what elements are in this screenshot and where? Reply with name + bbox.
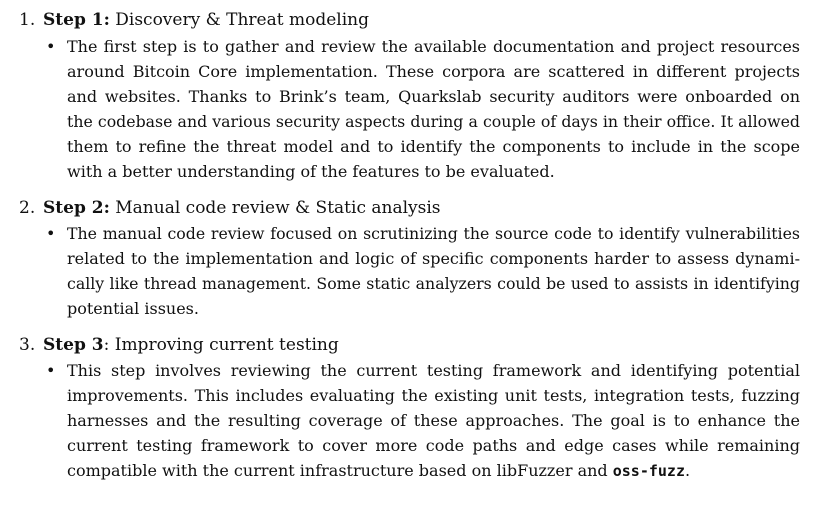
step-1-line: them to refine the threat model and to identify the components to include in the scope (67, 137, 800, 156)
step-3-line: harnesses and the resulting coverage of these approaches. The goal is to enhance the (67, 411, 800, 430)
step-1-label: Step 1: (43, 10, 110, 30)
step-3-label: Step 3 (43, 335, 104, 355)
step-2-bullet: • (46, 224, 56, 243)
step-1-description (67, 34, 800, 184)
step-3-last-line-text: compatible with the current infrastructure based on libFuzzer and (67, 461, 613, 480)
step-3-title-text: : Improving current testing (103, 335, 339, 355)
step-1-number: 1. (19, 10, 36, 30)
step-3-description (67, 358, 800, 483)
step-1-title (43, 8, 369, 33)
step-2-line: potential issues. (67, 299, 199, 318)
step-3-line: current testing framework to cover more code paths and edge cases while remaining (67, 436, 800, 455)
step-3-line: This step involves reviewing the current testing framework and identifying potential (67, 361, 800, 380)
step-2-line: cally like thread management. Some static analyzers could be used to assists in identifying (67, 274, 800, 293)
step-2-number: 2. (19, 198, 36, 218)
step-1-line: The first step is to gather and review the available documentation and project resources (67, 37, 800, 56)
step-1-line: the codebase and various security aspects during a couple of days in their office. It allowed (67, 112, 800, 131)
step-2-line: The manual code review focused on scrutinizing the source code to identify vulnerabilities (67, 224, 800, 243)
step-1-title-text: Discovery & Threat modeling (109, 10, 369, 30)
step-2-title-text: Manual code review & Static analysis (109, 198, 441, 218)
step-1-bullet: • (46, 37, 56, 56)
step-3-line: improvements. This includes evaluating the existing unit tests, integration tests, fuzzing (67, 386, 800, 405)
step-3-line-last (67, 458, 800, 483)
step-3-number: 3. (19, 335, 36, 355)
step-3-last-line-end: . (684, 461, 691, 480)
step-3-title (43, 333, 339, 358)
step-3-bullet: • (46, 361, 56, 380)
step-2-label: Step 2: (43, 198, 110, 218)
step-1-line: and websites. Thanks to Brink’s team, Quarkslab security auditors were onboarded on (67, 87, 800, 106)
step-1-line: with a better understanding of the features to be evaluated. (67, 162, 555, 181)
inline-code-oss-fuzz: oss-fuzz (612, 462, 685, 480)
step-2-title (43, 196, 441, 221)
step-2-line: related to the implementation and logic of specific components harder to assess dynami- (67, 249, 800, 268)
step-1-line: around Bitcoin Core implementation. These corpora are scattered in different projects (67, 62, 800, 81)
step-2-description (67, 221, 800, 321)
